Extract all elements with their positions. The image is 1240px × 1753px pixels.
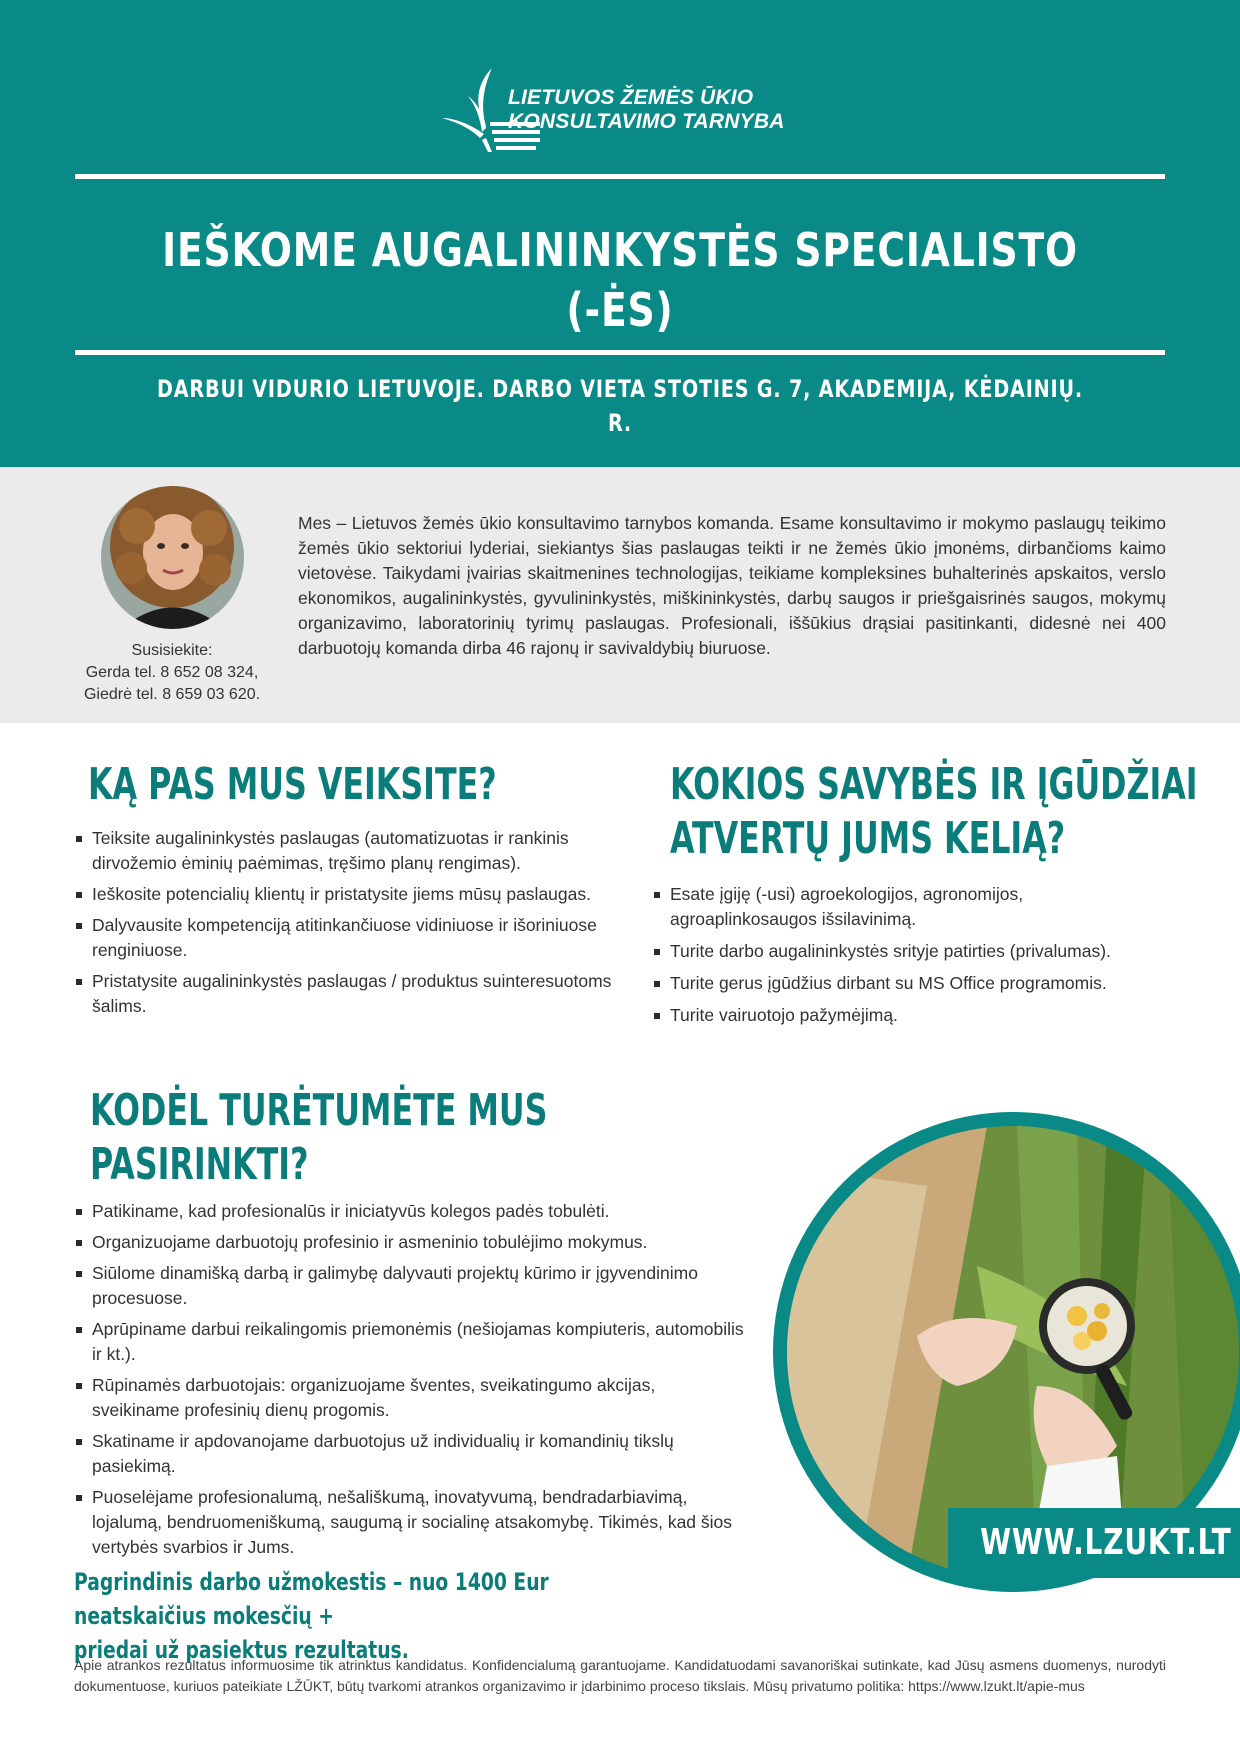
footer-disclaimer: Apie atrankos rezultatus informuosime tik atrinktus kandidatus. Konfidencialumą garantuojame. Kandidatuodami savanoriškai sutinkate, kad Jūsų asmens duomenys, nurodyti dokumentuose, kuriuos pateikiate LŽŪKT, būtų tvarkomi atrankos organizavimo ir įdarbinimo proceso tikslais. Mūsų privatumo politika: https://www.lzukt.lt/apie-mus: [74, 1657, 1166, 1694]
logo[interactable]: [440, 62, 800, 162]
logo-line-1: LIETUVOS ŽEMĖS ŪKIO: [508, 86, 754, 109]
intro-section: [0, 467, 1240, 723]
salary-info: [74, 1565, 620, 1667]
header-divider-top: [75, 174, 1165, 179]
why-list: [74, 1199, 744, 1560]
list-item: Rūpinamės darbuotojais: organizuojame šventes, sveikatingumo akcijas, sveikiname profesinių dienų progomis.: [74, 1373, 744, 1423]
skills-list: [652, 882, 1172, 1028]
why-heading-line-2: PASIRINKTI?: [90, 1139, 309, 1190]
duties-list: [74, 826, 634, 1019]
why-heading-line-1: KODĖL TURĖTUMĖTE MUS: [90, 1085, 548, 1136]
page-subtitle: DARBUI VIDURIO LIETUVOJE. DARBO VIETA STOTIES G. 7, AKADEMIJA, KĖDAINIŲ. R.: [157, 375, 1083, 437]
list-item: Organizuojame darbuotojų profesinio ir asmeninio tobulėjimo mokymus.: [74, 1230, 744, 1255]
intro-text: Mes – Lietuvos žemės ūkio konsultavimo tarnybos komanda. Esame konsultavimo ir mokymo paslaugų teikimo žemės ūkio sektoriui lyderiai, siekiantys šias paslaugas teikti ir ne žemės ūkio įmonėms, dirbančioms kaimo vietovėse. Taikydami įvairias skaitmenines technologijas, teikiame kompleksines buhalterinės apskaitos, verslo ekonomikos, augalininkystės, gyvulininkystės, miškininkystės, darbų saugos ir priešgaisrinės saugos, mokymų organizavimo, laboratorinių tyrimų paslaugas. Profesionali, iššūkius drąsiai pasitinkanti, didesnė nei 400 darbuotojų komanda dirba 46 rajonų ir savivaldybių biuruose.: [298, 513, 1166, 658]
header-divider-bottom: [75, 350, 1165, 355]
website-badge[interactable]: [948, 1508, 1240, 1578]
list-item: Aprūpiname darbui reikalingomis priemonėmis (nešiojamas kompiuteris, automobilis ir kt.).: [74, 1317, 744, 1367]
contact-label: Susisiekite:: [131, 642, 213, 659]
website-link[interactable]: WWW.LZUKT.LT: [980, 1522, 1232, 1563]
contact-info: [62, 640, 282, 706]
duties-heading: KĄ PAS MUS VEIKSITE?: [88, 759, 497, 810]
skills-heading-line-1: KOKIOS SAVYBĖS IR ĮGŪDŽIAI: [670, 759, 1198, 810]
list-item: Turite vairuotojo pažymėjimą.: [652, 1003, 1172, 1028]
header-banner: [0, 0, 1240, 467]
list-item: Teiksite augalininkystės paslaugas (automatizuotas ir rankinis dirvožemio ėminių paėmimas, tręšimo planų rengimas).: [74, 826, 634, 876]
logo-text: [508, 86, 785, 134]
contact-phone-giedre: Giedrė tel. 8 659 03 620.: [83, 686, 261, 703]
skills-heading-line-2: ATVERTŲ JUMS KELIĄ?: [670, 813, 1066, 864]
list-item: Skatiname ir apdovanojame darbuotojus už individualių ir komandinių tikslų pasiekimą.: [74, 1429, 744, 1479]
list-item: Siūlome dinamišką darbą ir galimybę dalyvauti projektų kūrimo ir įgyvendinimo procesuose.: [74, 1261, 744, 1311]
list-item: Esate įgiję (-usi) agroekologijos, agronomijos, agroaplinkosaugos išsilavinimą.: [652, 882, 1172, 932]
list-item: Ieškosite potencialių klientų ir pristatysite jiems mūsų paslaugas.: [74, 882, 634, 907]
list-item: Turite gerus įgūdžius dirbant su MS Office programomis.: [652, 971, 1172, 996]
salary-line-2: priedai už pasiektus rezultatus.: [74, 1636, 409, 1664]
page-title: IEŠKOME AUGALININKYSTĖS SPECIALISTO (-ĖS): [162, 223, 1078, 337]
list-item: Dalyvausite kompetenciją atitinkančiuose vidiniuose ir išoriniuose renginiuose.: [74, 913, 634, 963]
list-item: Patikiname, kad profesionalūs ir iniciatyvūs kolegos padės tobulėti.: [74, 1199, 744, 1224]
list-item: Puoselėjame profesionalumą, nešališkumą, inovatyvumą, bendradarbiavimą, lojalumą, bendruomeniškumą, saugumą ir socialinę atsakomybę. Tikimės, kad šios vertybės svarbios ir Jums.: [74, 1485, 744, 1560]
list-item: Turite darbo augalininkystės srityje patirties (privalumas).: [652, 939, 1172, 964]
salary-line-1: Pagrindinis darbo užmokestis – nuo 1400 Eur neatskaičius mokesčių +: [74, 1568, 549, 1630]
contact-phone-gerda: Gerda tel. 8 652 08 324,: [85, 664, 259, 681]
list-item: Pristatysite augalininkystės paslaugas / produktus suinteresuotoms šalims.: [74, 969, 634, 1019]
avatar: [101, 486, 244, 629]
logo-line-2: KONSULTAVIMO TARNYBA: [508, 110, 785, 133]
